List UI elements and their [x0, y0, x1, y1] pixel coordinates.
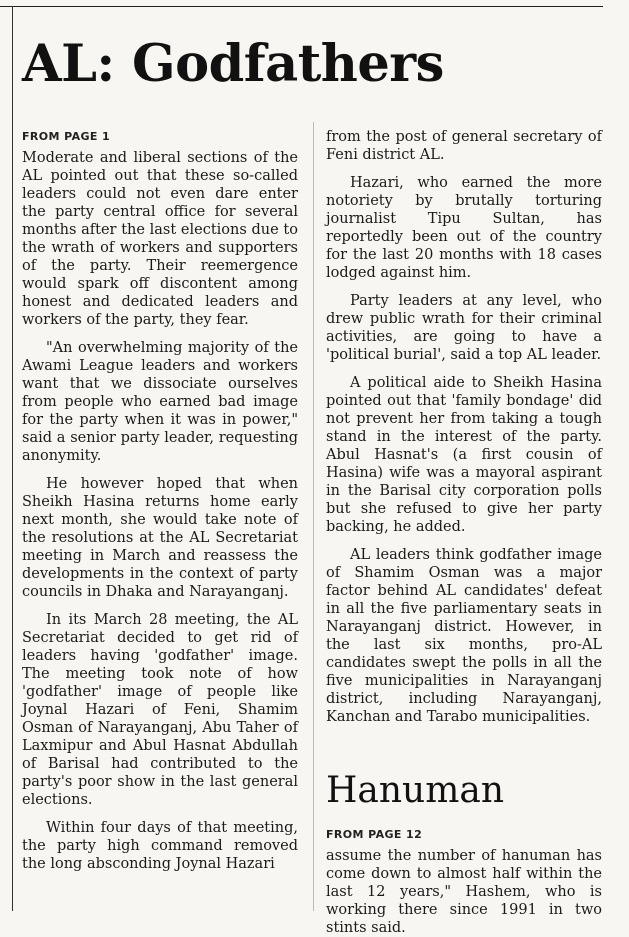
body-paragraph: Moderate and liberal sections of the AL pointed out that these so-called leaders could not even dare enter the party central office for several months after the last elections due to the wrath of workers and supporters of the party. Their reemergence would spark off discontent among honest and dedicated leaders and workers of the party, they fear.	[22, 150, 298, 328]
body-paragraph: Party leaders at any level, who drew public wrath for their criminal activities, are going to have a 'political burial', said a top AL leader.	[326, 293, 602, 363]
body-paragraph: Within four days of that meeting, the party high command removed the long absconding Joynal Hazari	[22, 820, 298, 872]
body-paragraph: Hazari, who earned the more notoriety by brutally torturing journalist Tipu Sultan, has reportedly been out of the country for the last 20 months with 18 cases lodged against him.	[326, 175, 602, 281]
body-paragraph: AL leaders think godfather image of Shamim Osman was a major factor behind AL candidates' defeat in all the five parliamentary seats in Narayanganj district. However, in the last six months, pro-AL candidates swept the polls in all the five municipalities in Narayanganj district, including Narayanganj, Kanchan and Tarabo municipalities.	[326, 547, 602, 725]
kicker-from-page-12: FROM PAGE 12	[326, 828, 423, 841]
left-column	[22, 128, 298, 873]
section-headline-hanuman: Hanuman	[326, 770, 505, 811]
body-paragraph: He however hoped that when Sheikh Hasina returns home early next month, she would take note of the resolutions at the AL Secretariat meeting in March and reassess the developments in the context of party councils in Dhaka and Narayanganj.	[22, 476, 298, 600]
kicker-from-page-1: FROM PAGE 1	[22, 130, 111, 143]
body-paragraph: from the post of general secretary of Feni district AL.	[326, 129, 602, 163]
body-paragraph: "An overwhelming majority of the Awami League leaders and workers want that we dissociate ourselves from people who earned bad image for the party when it was in power," said a senior party leader, requesting anonymity.	[22, 340, 298, 464]
right-column	[326, 128, 602, 937]
top-rule	[0, 6, 603, 7]
body-paragraph: assume the number of hanuman has come down to almost half within the last 12 years," Hashem, who is working there since 1991 in two stints said.	[326, 848, 602, 936]
body-paragraph: A political aide to Sheikh Hasina pointed out that 'family bondage' did not prevent her from taking a tough stand in the interest of the party. Abul Hasnat's (a first cousin of Hasina) wife was a mayoral aspirant in the Barisal city corporation polls but she refused to give her party backing, he added.	[326, 375, 602, 535]
left-column-rule	[12, 6, 13, 911]
column-divider	[313, 122, 314, 911]
body-paragraph: In its March 28 meeting, the AL Secretariat decided to get rid of leaders having 'godfather' image. The meeting took note of how 'godfather' image of people like Joynal Hazari of Feni, Shamim Osman of Narayanganj, Abu Taher of Laxmipur and Abul Hasnat Abdullah of Barisal had contributed to the party's poor show in the last general elections.	[22, 612, 298, 808]
headline: AL: Godfathers	[22, 34, 444, 94]
